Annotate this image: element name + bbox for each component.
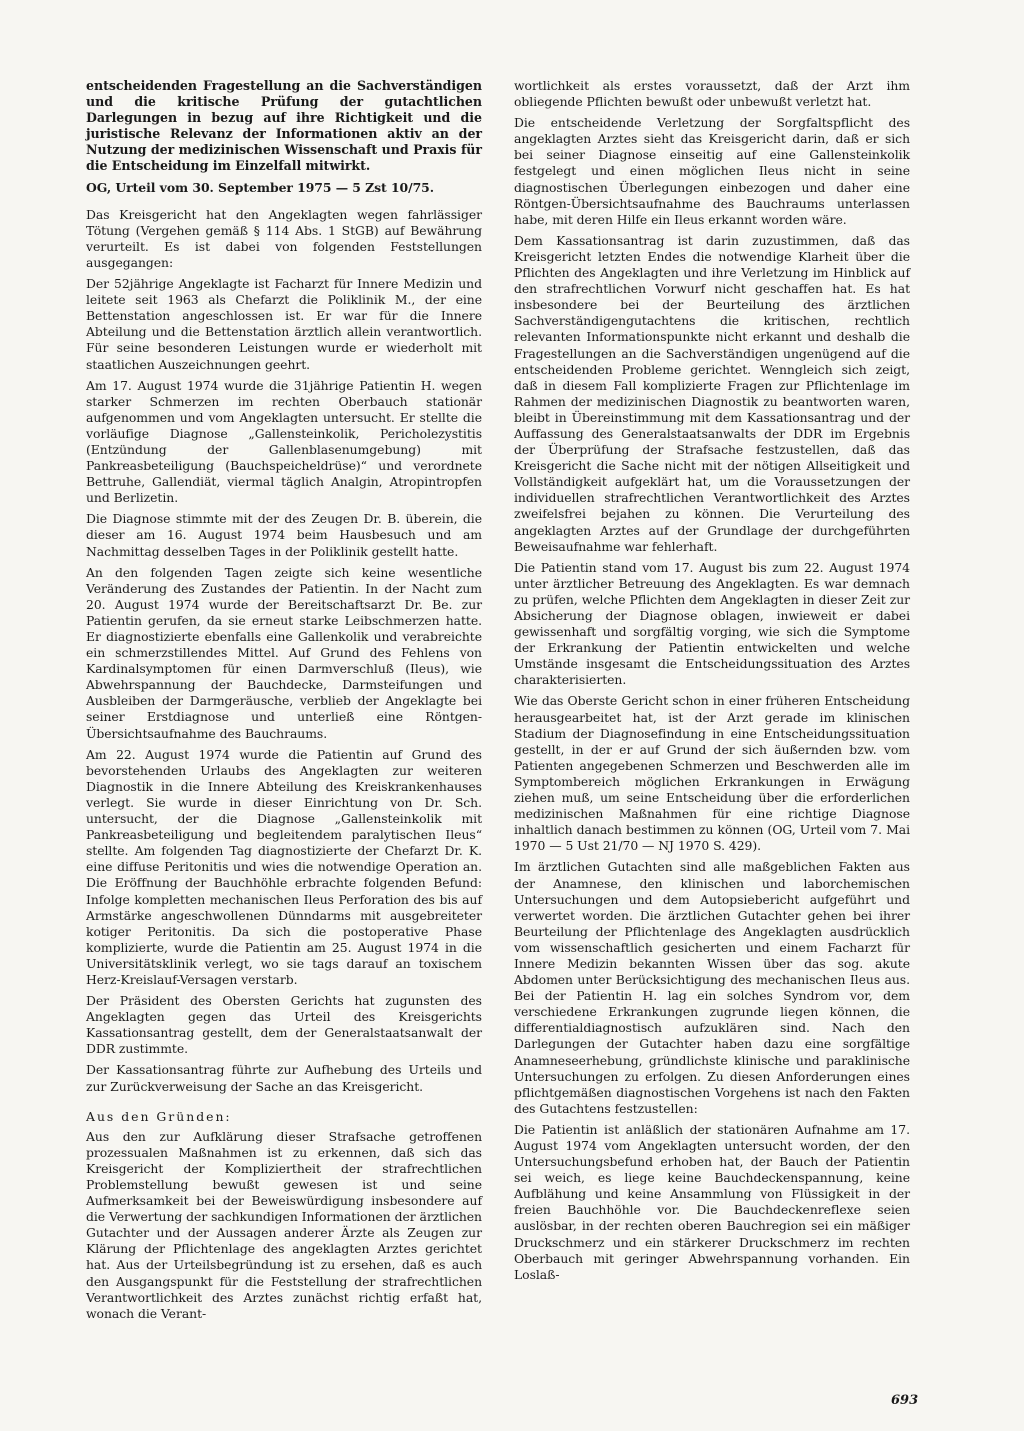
body-paragraph: Die Diagnose stimmte mit der des Zeugen Dr. B. überein, die dieser am 16. August 1974 beim Hausbesuch und am Nachmittag desselben Tages in der Poliklinik gestellt hatte. xyxy=(86,511,482,559)
body-paragraph: Am 17. August 1974 wurde die 31jährige Patientin H. wegen starker Schmerzen im rechten Oberbauch stationär aufgenommen und vom Angeklagten untersucht. Er stellte die vorläufige Diagnose „Gallensteinkolik, Pericholezystitis (Entzündung der Gallenblasenumgebung) mit Pankreasbeteiligung (Bauchspeicheldrüse)“ und verordnete Bettruhe, Gallendiät, viermal täglich Analgin, Atropintropfen und Berlizetin. xyxy=(86,377,482,506)
body-paragraph: Das Kreisgericht hat den Angeklagten wegen fahrlässiger Tötung (Vergehen gemäß § 114 Abs. 1 StGB) auf Bewährung verurteilt. Es ist dabei von folgenden Feststellungen ausgegangen: xyxy=(86,206,482,270)
body-paragraph: Am 22. August 1974 wurde die Patientin auf Grund des bevorstehenden Urlaubs des Angeklagten zur weiteren Diagnostik in die Innere Abteilung des Kreiskrankenhauses verlegt. Sie wurde in dieser Einrichtung von Dr. Sch. untersucht, der die Diagnose „Gallensteinkolik mit Pankreasbeteiligung und begleitendem paralytischen Ileus“ stellte. Am folgenden Tag diagnostizierte der Chefarzt Dr. K. eine diffuse Peritonitis und wies die notwendige Operation an. Die Eröffnung der Bauchhöhle erbrachte folgenden Befund: Infolge kompletten mechanischen Ileus Perforation des bis auf Armstärke angeschwollenen Dünndarms mit ausgebreiteter kotiger Peritonitis. Da sich die postoperative Phase komplizierte, wurde die Patientin am 25. August 1974 in die Universitätsklinik verlegt, wo sie tags darauf an toxischem Herz-Kreislauf-Versagen verstarb. xyxy=(86,746,482,987)
left-column xyxy=(86,78,482,1327)
court-citation: OG, Urteil vom 30. September 1975 — 5 Zst 10/75. xyxy=(86,179,435,195)
body-paragraph: Im ärztlichen Gutachten sind alle maßgeblichen Fakten aus der Anamnese, den klinischen und laborchemischen Untersuchungen und dem Autopsiebericht aufgeführt und verwertet worden. Die ärztlichen Gutachter gehen bei ihrer Beurteilung der Pflichtenlage des Angeklagten ausdrücklich vom wissenschaftlich gesicherten und einem Facharzt für Innere Medizin bekannten Wissen über das sog. akute Abdomen unter Berücksichtigung des mechanischen Ileus aus. Bei der Patientin H. lag ein solches Syndrom vor, dem verschiedene Erkrankungen zugrunde liegen können, die differentialdiagnostisch aufzuklären sind. Nach den Darlegungen der Gutachter haben dazu eine sorgfältige Anamneseerhebung, gründlichste klinische und paraklinische Untersuchungen zu erfolgen. Zu diesen Anforderungen eines pflichtgemäßen diagnostischen Vorgehens ist nach den Fakten des Gutachtens festzustellen: xyxy=(514,859,910,1116)
body-paragraph: Wie das Oberste Gericht schon in einer früheren Entscheidung herausgearbeitet hat, ist der Arzt gerade im klinischen Stadium der Diagnosefindung in eine Entscheidungssituation gestellt, in der er auf Grund der sich äußernden bzw. vom Patienten angegebenen Schmerzen und Beschwerden alle im Symptombereich möglichen Erkrankungen in Erwägung ziehen muß, um seine Entscheidung über die erforderlichen medizinischen Maßnahmen für eine richtige Diagnose inhaltlich danach bestimmen zu können (OG, Urteil vom 7. Mai 1970 — 5 Ust 21/70 — NJ 1970 S. 429). xyxy=(514,693,910,854)
body-paragraph: Die entscheidende Verletzung der Sorgfaltspflicht des angeklagten Arztes sieht das Kreisgericht darin, daß er sich bei seiner Diagnose einseitig auf eine Gallensteinkolik festgelegt und einen möglichen Ileus nicht in seine diagnostischen Überlegungen einbezogen und daher eine Röntgen-Übersichtsaufnahme des Bauchraums unterlassen habe, mit deren Hilfe ein Ileus erkannt worden wäre. xyxy=(514,115,910,227)
body-paragraph: Die Patientin stand vom 17. August bis zum 22. August 1974 unter ärztlicher Betreuung des Angeklagten. Es war demnach zu prüfen, welche Pflichten dem Angeklagten in dieser Zeit zur Absicherung der Diagnose oblagen, inwieweit er dabei gewissenhaft und sorgfältig vorging, wie sich die Symptome der Erkrankung der Patientin entwickelten und welche Umstände insgesamt die Entscheidungssituation des Arztes charakterisierten. xyxy=(514,559,910,688)
body-paragraph: wortlichkeit als erstes voraussetzt, daß der Arzt ihm obliegende Pflichten bewußt oder unbewußt verletzt hat. xyxy=(514,78,910,110)
body-paragraph: Aus den zur Aufklärung dieser Strafsache getroffenen prozessualen Maßnahmen ist zu erkennen, daß sich das Kreisgericht der Kompliziertheit der strafrechtlichen Problemstellung bewußt gewesen ist und seine Aufmerksamkeit bei der Beweiswürdigung insbesondere auf die Verwertung der sachkundigen Informationen der ärztlichen Gutachter und der Aussagen anderer Ärzte als Zeugen zur Klärung der Pflichtenlage des angeklagten Arztes gerichtet hat. Aus der Urteilsbegründung ist zu ersehen, daß es auch den Ausgangspunkt für die Feststellung der strafrechtlichen Verantwortlichkeit des Arztes zunächst richtig erfaßt hat, wonach die Verant- xyxy=(86,1128,482,1321)
body-paragraph: An den folgenden Tagen zeigte sich keine wesentliche Veränderung des Zustandes der Patientin. In der Nacht zum 20. August 1974 wurde der Bereitschaftsarzt Dr. Be. zur Patientin gerufen, da sie erneut starke Leibschmerzen hatte. Er diagnostizierte ebenfalls eine Gallenkolik und verabreichte ein schmerzstillendes Mittel. Auf Grund des Fehlens von Kardinalsymptomen für einen Darmverschluß (Ileus), wie Abwehrspannung der Bauchdecke, Darmsteifungen und Ausbleiben der Darmgeräusche, verblieb der Angeklagte bei seiner Erstdiagnose und unterließ eine Röntgen-Übersichtsaufnahme des Bauchraums. xyxy=(86,564,482,741)
body-paragraph: Der Präsident des Obersten Gerichts hat zugunsten des Angeklagten gegen das Urteil des Kreisgerichts Kassationsantrag gestellt, dem der Generalstaatsanwalt der DDR zustimmte. xyxy=(86,993,482,1057)
body-paragraph: Dem Kassationsantrag ist darin zuzustimmen, daß das Kreisgericht letzten Endes die notwendige Klarheit über die Pflichten des Angeklagten und ihre Verletzung im Hinblick auf den strafrechtlichen Vorwurf nicht geschaffen hat. Es hat insbesondere bei der Beurteilung des ärztlichen Sachverständigengutachtens die kritischen, rechtlich relevanten Informationspunkte nicht erkannt und deshalb die Fragestellungen an die Sachverständigen ungenügend auf die entscheidenden Probleme gerichtet. Wenngleich sich zeigt, daß in diesem Fall komplizierte Fragen zur Pflichtenlage im Rahmen der medizinischen Diagnostik zu beantworten waren, bleibt in Übereinstimmung mit dem Kassationsantrag und der Auffassung des Generalstaatsanwalts der DDR im Ergebnis der Überprüfung der Strafsache festzustellen, daß das Kreisgericht die Sache nicht mit der nötigen Allseitigkeit und Vollständigkeit aufgeklärt hat, um die Voraussetzungen der individuellen strafrechtlichen Verantwortlichkeit des Arztes zweifelsfrei bejahen zu können. Die Verurteilung des angeklagten Arztes auf der Grundlage der durchgeführten Beweisaufnahme war fehlerhaft. xyxy=(514,232,910,554)
body-paragraph: Die Patientin ist anläßlich der stationären Aufnahme am 17. August 1974 vom Angeklagten untersucht worden, der den Untersuchungsbefund erhoben hat, der Bauch der Patientin sei weich, es liege keine Bauchdeckenspannung, keine Aufblähung und keine Ansammlung von Flüssigkeit in der freien Bauchhöhle vor. Die Bauchdeckenreflexe seien auslösbar, in der rechten oberen Bauchregion sei ein mäßiger Druckschmerz und ein stärkerer Druckschmerz im rechten Oberbauch mit geringer Abwehrspannung vorhanden. Ein Loslaß- xyxy=(514,1121,910,1282)
page-number: 693 xyxy=(891,1393,919,1408)
section-heading: Aus den Gründen: xyxy=(86,1108,232,1124)
lead-paragraph: entscheidenden Fragestellung an die Sachverständigen und die kritische Prüfung der gutachtlichen Darlegungen in bezug auf ihre Richtigkeit und die juristische Relevanz der Informationen aktiv an der Nutzung der medizinischen Wissenschaft und Praxis für die Entscheidung im Einzelfall mitwirkt. xyxy=(86,78,482,174)
right-column xyxy=(514,78,910,1288)
body-paragraph: Der Kassationsantrag führte zur Aufhebung des Urteils und zur Zurückverweisung der Sache an das Kreisgericht. xyxy=(86,1062,482,1094)
body-paragraph: Der 52jährige Angeklagte ist Facharzt für Innere Medizin und leitete seit 1963 als Chefarzt die Poliklinik M., der eine Bettenstation angeschlossen ist. Er war für die Innere Abteilung und die Bettenstation ärztlich allein verantwortlich. Für seine besonderen Leistungen wurde er wiederholt mit staatlichen Auszeichnungen geehrt. xyxy=(86,276,482,372)
